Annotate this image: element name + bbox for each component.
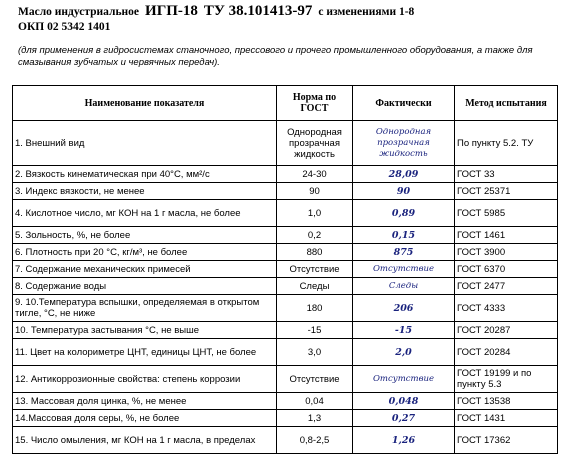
row-name: 3. Индекс вязкости, не менее	[13, 183, 277, 200]
row-name: 15. Число омыления, мг КОН на 1 г масла, в пределах	[13, 427, 277, 454]
row-actual: 28,09	[353, 166, 455, 183]
application-note: (для применения в гидросистемах станочного, прессового и прочего промышленного оборудования, а также для смазывания зубчатых и червячных передач).	[18, 45, 533, 68]
tu-suffix: с изменениями 1-8	[318, 6, 415, 18]
oil-grade: ИГП-18	[145, 3, 198, 19]
table-row	[13, 166, 558, 183]
table-row	[13, 278, 558, 295]
row-method: ГОСТ 17362	[455, 427, 558, 454]
row-norm: 3,0	[277, 339, 353, 366]
row-method: ГОСТ 6370	[455, 261, 558, 278]
row-name: 12. Антикоррозионные свойства: степень коррозии	[13, 366, 277, 393]
row-name: 13. Массовая доля цинка, %, не менее	[13, 393, 277, 410]
okp-code: ОКП 02 5342 1401	[18, 21, 111, 33]
row-name: 7. Содержание механических примесей	[13, 261, 277, 278]
table-row	[13, 121, 558, 166]
product-title-line	[18, 4, 558, 19]
row-method: ГОСТ 4333	[455, 295, 558, 322]
row-method: ГОСТ 33	[455, 166, 558, 183]
table-row	[13, 393, 558, 410]
row-norm: 0,2	[277, 227, 353, 244]
row-actual: 90	[353, 183, 455, 200]
table-row	[13, 200, 558, 227]
row-actual: 0,15	[353, 227, 455, 244]
row-norm: Отсутствие	[277, 366, 353, 393]
row-actual: Отсутствие	[353, 366, 455, 393]
header-method: Метод испытания	[455, 86, 558, 121]
row-norm: 24-30	[277, 166, 353, 183]
row-norm: 1,0	[277, 200, 353, 227]
row-actual: 0,89	[353, 200, 455, 227]
row-name: 9. 10.Температура вспышки, определяемая в открытом тигле, °С, не ниже	[13, 295, 277, 322]
row-name: 1. Внешний вид	[13, 121, 277, 166]
row-actual: Однородная прозрачная жидкость	[353, 121, 455, 166]
row-norm: -15	[277, 322, 353, 339]
table-row	[13, 322, 558, 339]
row-norm: 880	[277, 244, 353, 261]
row-actual: 206	[353, 295, 455, 322]
row-actual: 0,048	[353, 393, 455, 410]
row-norm: 0,8-2,5	[277, 427, 353, 454]
row-actual: -15	[353, 322, 455, 339]
table-row	[13, 366, 558, 393]
header-actual: Фактически	[353, 86, 455, 121]
row-actual: 875	[353, 244, 455, 261]
row-norm: Отсутствие	[277, 261, 353, 278]
row-norm: Однородная прозрачная жидкость	[277, 121, 353, 166]
table-row	[13, 244, 558, 261]
table-row	[13, 295, 558, 322]
row-method: ГОСТ 20287	[455, 322, 558, 339]
row-name: 10. Температура застывания °С, не выше	[13, 322, 277, 339]
table-row	[13, 183, 558, 200]
row-name: 6. Плотность при 20 °С, кг/м³, не более	[13, 244, 277, 261]
table-row	[13, 427, 558, 454]
row-name: 4. Кислотное число, мг КОН на 1 г масла, не более	[13, 200, 277, 227]
row-method: ГОСТ 13538	[455, 393, 558, 410]
row-method: ГОСТ 19199 и по пункту 5.3	[455, 366, 558, 393]
row-method: ГОСТ 20284	[455, 339, 558, 366]
tu-label: ТУ 38.101413-97	[203, 3, 313, 19]
oil-prefix: Масло индустриальное	[18, 6, 140, 18]
table-row	[13, 261, 558, 278]
table-row	[13, 339, 558, 366]
row-norm: 1,3	[277, 410, 353, 427]
row-norm: 90	[277, 183, 353, 200]
row-method: ГОСТ 1431	[455, 410, 558, 427]
row-method: По пункту 5.2. ТУ	[455, 121, 558, 166]
row-actual: 1,26	[353, 427, 455, 454]
row-name: 14.Массовая доля серы, %, не более	[13, 410, 277, 427]
table-row	[13, 227, 558, 244]
header-norm: Норма по ГОСТ	[277, 86, 353, 121]
row-actual: Следы	[353, 278, 455, 295]
spec-table	[12, 85, 558, 454]
row-actual: 0,27	[353, 410, 455, 427]
row-norm: 0,04	[277, 393, 353, 410]
header-name: Наименование показателя	[13, 86, 277, 121]
row-norm: 180	[277, 295, 353, 322]
document-header	[18, 4, 558, 34]
row-name: 8. Содержание воды	[13, 278, 277, 295]
row-name: 11. Цвет на колориметре ЦНТ, единицы ЦНТ, не более	[13, 339, 277, 366]
row-norm: Следы	[277, 278, 353, 295]
row-method: ГОСТ 25371	[455, 183, 558, 200]
row-method: ГОСТ 5985	[455, 200, 558, 227]
row-method: ГОСТ 2477	[455, 278, 558, 295]
row-name: 2. Вязкость кинематическая при 40°С, мм²/с	[13, 166, 277, 183]
row-actual: Отсутствие	[353, 261, 455, 278]
row-method: ГОСТ 1461	[455, 227, 558, 244]
table-header-row	[13, 86, 558, 121]
row-method: ГОСТ 3900	[455, 244, 558, 261]
row-actual: 2,0	[353, 339, 455, 366]
table-row	[13, 410, 558, 427]
row-name: 5. Зольность, %, не более	[13, 227, 277, 244]
